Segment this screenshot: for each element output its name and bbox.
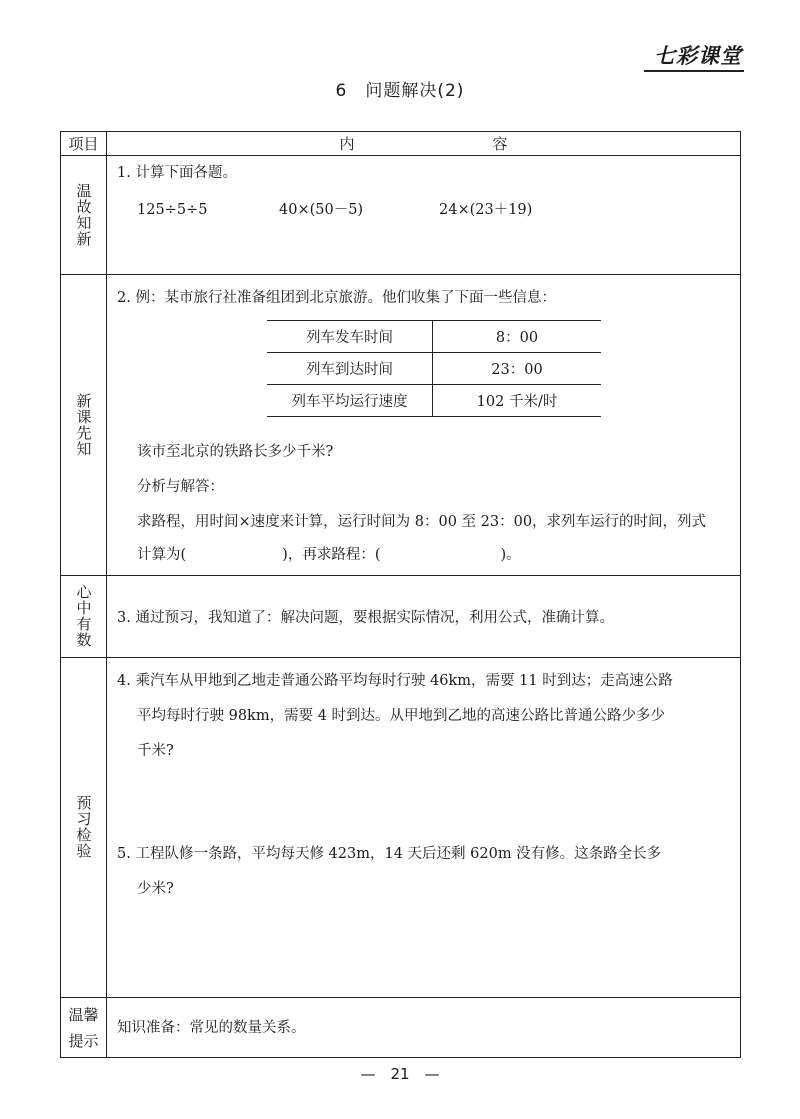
- table-cell-key: 列车发车时间: [267, 321, 433, 353]
- table-cell-value: 23：00: [433, 353, 602, 385]
- answer-suffix: )。: [500, 547, 521, 563]
- section-label-text: 心中有数: [74, 584, 93, 648]
- section-label-new-lesson: [61, 274, 106, 575]
- section-label-insight: [61, 575, 106, 657]
- tip-label-line-2: 提示: [68, 1032, 99, 1050]
- brand-underline: [644, 70, 744, 72]
- question-4-line-2: 平均每时行驶 98km，需要 4 时到达。从甲地到乙地的高速公路比普通公路少多少: [137, 708, 666, 724]
- row-divider: [61, 997, 740, 998]
- section-label-text: 预习检验: [74, 795, 93, 859]
- page-number: — 21 —: [360, 1065, 440, 1083]
- page-title: 6 问题解决(2): [335, 81, 465, 101]
- answer-prefix: 计算为(: [137, 547, 187, 563]
- question-4-line-3: 千米?: [137, 743, 174, 759]
- header-content-label: 内 容: [339, 134, 544, 153]
- section-label-text: 新课先知: [74, 392, 93, 457]
- section-label-tip: [61, 997, 106, 1059]
- table-cell-key: 列车到达时间: [267, 353, 433, 385]
- analysis-line-2: [137, 545, 521, 565]
- analysis-line-1: 求路程，用时间×速度来计算，运行时间为 8：00 至 23：00，求列车运行的时间，列式: [137, 514, 707, 530]
- section-label-check: [61, 657, 106, 997]
- question-text: 该市至北京的铁路长多少千米?: [137, 444, 334, 460]
- section-label-text: 温故知新: [74, 182, 93, 247]
- worksheet-table: [60, 131, 741, 1058]
- row-divider: [61, 657, 740, 658]
- row-divider: [61, 575, 740, 576]
- column-divider: [106, 132, 107, 1057]
- expression-2: 40×(50－5): [279, 202, 364, 218]
- table-row: [267, 353, 601, 385]
- question-5-line-1: 5. 工程队修一条路，平均每天修 423m，14 天后还剩 620m 没有修。这条路全长多: [117, 846, 662, 862]
- tip-text: 知识准备：常见的数量关系。: [117, 1020, 306, 1036]
- row-divider: [61, 155, 740, 156]
- answer-mid: )，再求路程：(: [282, 547, 381, 563]
- analysis-heading: 分析与解答：: [137, 479, 224, 495]
- brand-logo: 七彩课堂: [654, 44, 742, 68]
- expression-3: 24×(23＋19): [439, 202, 533, 218]
- tip-label-line-1: 温馨: [68, 1006, 99, 1024]
- question-1: 1. 计算下面各题。: [117, 165, 237, 181]
- section-label-review: [61, 155, 106, 274]
- question-5-line-2: 少米?: [137, 881, 174, 897]
- header-item-label: 项目: [68, 134, 99, 153]
- table-cell-value: 8：00: [433, 321, 602, 353]
- question-2: 2. 例：某市旅行社准备组团到北京旅游。他们收集了下面一些信息：: [117, 290, 556, 306]
- table-cell-value: 102 千米/时: [433, 385, 602, 417]
- table-row: [267, 385, 601, 417]
- question-4-line-1: 4. 乘汽车从甲地到乙地走普通公路平均每时行驶 46km，需要 11 时到达；走高速公路: [117, 673, 673, 689]
- table-cell-key: 列车平均运行速度: [267, 385, 433, 417]
- expression-1: 125÷5÷5: [137, 202, 208, 218]
- train-info-table: [267, 320, 601, 417]
- table-row: [267, 321, 601, 353]
- row-divider: [61, 274, 740, 275]
- question-3: 3. 通过预习，我知道了：解决问题，要根据实际情况，利用公式，准确计算。: [117, 610, 614, 626]
